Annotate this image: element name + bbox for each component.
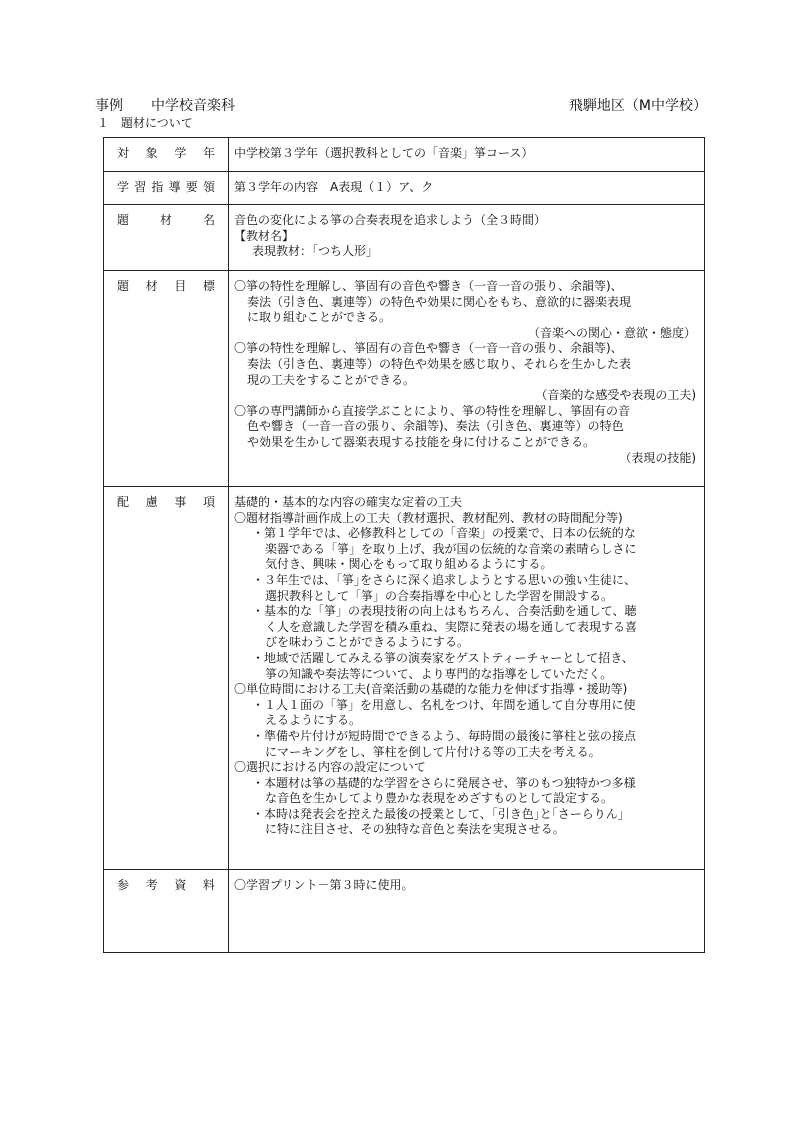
content-line: 〇単位時間における工夫(音楽活動の基礎的な能力を伸ばす指導・援助等) (234, 682, 628, 697)
content-line: ・１人１面の「箏」を用意し、名札をつけ、年間を通して自分専用に使 (252, 697, 636, 712)
content-line: えるようにする。 (265, 713, 362, 728)
content-line: 基礎的・基本的な内容の確実な定着の工夫 (234, 495, 463, 509)
content-line: 音色の変化による箏の合奏表現を追求しよう（全３時間） (234, 213, 547, 227)
content-line: （音楽的な感受や表現の工夫) (535, 388, 696, 403)
table-row-considerations (104, 487, 705, 870)
content-line: 〇選択における内容の設定について (234, 760, 426, 775)
table-row-guideline (104, 172, 705, 205)
content-line: 楽器である「箏」を取り上げ、我が国の伝統的な音楽の素晴らしさに (265, 541, 637, 556)
row-label: 題 材 目 標 (104, 271, 229, 487)
content-line: 〇題材指導計画作成上の工夫（教材選択、教材配列、教材の時間配分等) (234, 510, 623, 525)
content-line: や効果を生かして器楽表現する技能を身に付けることができる。 (247, 434, 596, 449)
content-line: ・準備や片付けが短時間でできるよう、毎時間の最後に箏柱と弦の接点 (252, 728, 637, 743)
content-line: 奏法（引き色、裏連等）の特色や効果を感じ取り、それらを生かした表 (247, 356, 632, 371)
content-line: 色や響き（一音一音の張り、余韻等)、奏法（引き色、裏連等）の特色 (247, 419, 624, 434)
row-content (229, 271, 705, 487)
content-line: に取り組むことができる。 (247, 310, 392, 325)
content-line: ・本題材は箏の基礎的な学習をさらに発展させ、箏のもつ独特かつ多様 (252, 775, 636, 790)
row-content (229, 870, 705, 953)
table-row-theme (104, 205, 705, 271)
content-line: 選択教科として「箏」の合奏指導を中心とした学習を開設する。 (265, 588, 614, 603)
plan-table (103, 137, 705, 953)
content-line: 現の工夫をすることができる。 (247, 372, 416, 387)
row-content (229, 172, 705, 205)
content-line: 【教材名】 (234, 228, 295, 243)
content-line: ・３年生では、｢箏｣をさらに深く追求しようとする思いの強い生徒に、 (252, 572, 637, 587)
content-line: 気付き、興味・関心をもって取り組めるようにする。 (265, 557, 553, 572)
school-district: 飛騨地区（M中学校） (568, 98, 707, 114)
content-line: 表現教材：｢つち人形｣ (252, 244, 373, 259)
row-content (229, 205, 705, 271)
content-line: 〇箏の特性を理解し、箏固有の音色や響き（一音一音の張り、余韻等)、 (234, 279, 623, 293)
row-content (229, 487, 705, 870)
row-label: 配 慮 事 項 (104, 487, 229, 870)
table-row-references (104, 870, 705, 953)
content-line: 〇箏の特性を理解し、箏固有の音色や響き（一音一音の張り、余韻等)、 (234, 341, 623, 356)
document-header (95, 95, 707, 115)
content-line: 箏の知識や奏法等について、より専門的な指導をしていただく。 (265, 666, 613, 681)
table-row-objectives (104, 271, 705, 487)
content-line: （表現の技能) (619, 450, 696, 465)
row-content (229, 138, 705, 172)
content-line: 第３学年の内容 A表現（１）ア、ク (234, 180, 434, 194)
row-label: 学 習 指 導 要 領 (104, 172, 229, 205)
content-line: ・地域で活躍してみえる箏の演奏家をゲストティーチャーとして招き、 (252, 650, 634, 665)
row-label: 題 材 名 (104, 205, 229, 271)
content-line: な音色を生かしてより豊かな表現をめざすものとして設定する。 (265, 791, 614, 806)
section-heading: １ 題材について (97, 116, 193, 130)
content-line: ・基本的な「箏」の表現技術の向上はもちろん、合奏活動を通して、聴 (252, 604, 637, 619)
row-label: 対 象 学 年 (104, 138, 229, 172)
content-line: ・本時は発表会を控えた最後の授業として、｢引き色｣と｢さーらりん｣ (252, 806, 624, 821)
case-title: 事例 中学校音楽科 (95, 98, 235, 114)
content-line: 〇学習プリント－第３時に使用。 (234, 878, 414, 892)
row-label: 参 考 資 料 (104, 870, 229, 953)
content-line: びを味わうことができるようにする。 (265, 635, 470, 650)
content-line: ・第１学年では、必修教科としての「音楽」の授業で、日本の伝統的な (252, 526, 636, 541)
table-row-grade (104, 138, 705, 172)
content-line: 〇箏の専門講師から直接学ぶことにより、箏の特性を理解し、箏固有の音 (234, 403, 631, 418)
content-line: に特に注目させ、その独特な音色と奏法を実現させる。 (265, 822, 565, 837)
content-line: にマーキングをし、箏柱を倒して片付ける等の工夫を考える。 (265, 744, 601, 759)
content-line: く人を意識した学習を積み重ね、実際に発表の場を通して表現する喜 (265, 619, 638, 634)
content-line: 奏法（引き色、裏連等）の特色や効果に関心をもち、意欲的に器楽表現 (247, 294, 632, 309)
content-line: （音楽への関心・意欲・態度） (527, 325, 696, 340)
content-line: 中学校第３学年（選択教科としての「音楽」箏コース） (234, 146, 534, 160)
